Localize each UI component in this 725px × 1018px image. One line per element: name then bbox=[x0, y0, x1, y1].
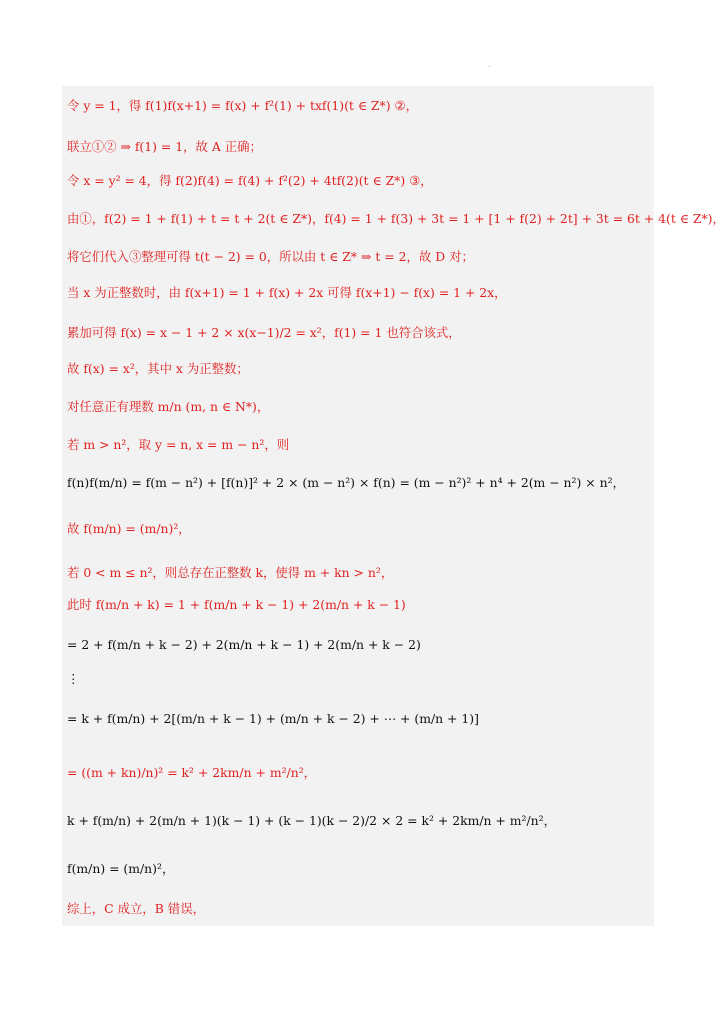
solution-line-1: 令 y = 1，得 f(1)f(x+1) = f(x) + f²(1) + txf(1)(t ∈ Z*) ②， bbox=[67, 98, 419, 113]
solution-line-2: 联立①② ⇒ f(1) = 1，故 A 正确； bbox=[67, 139, 262, 154]
page-mark: . bbox=[488, 60, 491, 69]
solution-line-7: 累加可得 f(x) = x − 1 + 2 × x(x−1)/2 = x²，f(1) = 1 也符合该式， bbox=[67, 325, 461, 340]
solution-line-19: k + f(m/n) + 2(m/n + 1)(k − 1) + (k − 1)(k − 2)/2 × 2 = k² + 2km/n + m²/n²， bbox=[67, 813, 556, 828]
solution-line-8: 故 f(x) = x²，其中 x 为正整数； bbox=[67, 361, 249, 376]
solution-line-17: = k + f(m/n) + 2[(m/n + k − 1) + (m/n + k − 2) + ⋯ + (m/n + 1)] bbox=[67, 711, 479, 726]
solution-line-20: f(m/n) = (m/n)²， bbox=[67, 861, 175, 876]
solution-line-4: 由①，f(2) = 1 + f(1) + t = t + 2(t ∈ Z*)，f(4) = 1 + f(3) + 3t = 1 + [1 + f(2) + 2t] + 3t = 6t + 4(t ∈ Z*)， bbox=[67, 211, 725, 226]
solution-line-6: 当 x 为正整数时，由 f(x+1) = 1 + f(x) + 2x 可得 f(x+1) − f(x) = 1 + 2x， bbox=[67, 285, 507, 300]
solution-line-10: 若 m > n²，取 y = n, x = m − n²，则 bbox=[67, 437, 290, 452]
solution-line-3: 令 x = y² = 4，得 f(2)f(4) = f(4) + f²(2) + 4tf(2)(t ∈ Z*) ③， bbox=[67, 173, 433, 188]
solution-line-5: 将它们代入③整理可得 t(t − 2) = 0，所以由 t ∈ Z* ⇒ t = 2，故 D 对； bbox=[67, 249, 474, 264]
solution-line-18: = ((m + kn)/n)² = k² + 2km/n + m²/n²， bbox=[67, 765, 317, 780]
solution-panel bbox=[62, 86, 725, 926]
solution-line-16: ⋮ bbox=[67, 671, 80, 686]
solution-line-21: 综上，C 成立，B 错误， bbox=[67, 901, 205, 916]
solution-line-12: 故 f(m/n) = (m/n)²， bbox=[67, 521, 191, 536]
solution-line-9: 对任意正有理数 m/n (m, n ∈ N*)， bbox=[67, 399, 270, 414]
solution-line-14: 此时 f(m/n + k) = 1 + f(m/n + k − 1) + 2(m/n + k − 1) bbox=[67, 597, 406, 612]
solution-line-11: f(n)f(m/n) = f(m − n²) + [f(n)]² + 2 × (m − n²) × f(n) = (m − n²)² + n⁴ + 2(m − n²) × n²， bbox=[67, 475, 625, 490]
solution-line-13: 若 0 < m ≤ n²，则总存在正整数 k，使得 m + kn > n²， bbox=[67, 565, 394, 580]
solution-line-15: = 2 + f(m/n + k − 2) + 2(m/n + k − 1) + 2(m/n + k − 2) bbox=[67, 637, 421, 652]
